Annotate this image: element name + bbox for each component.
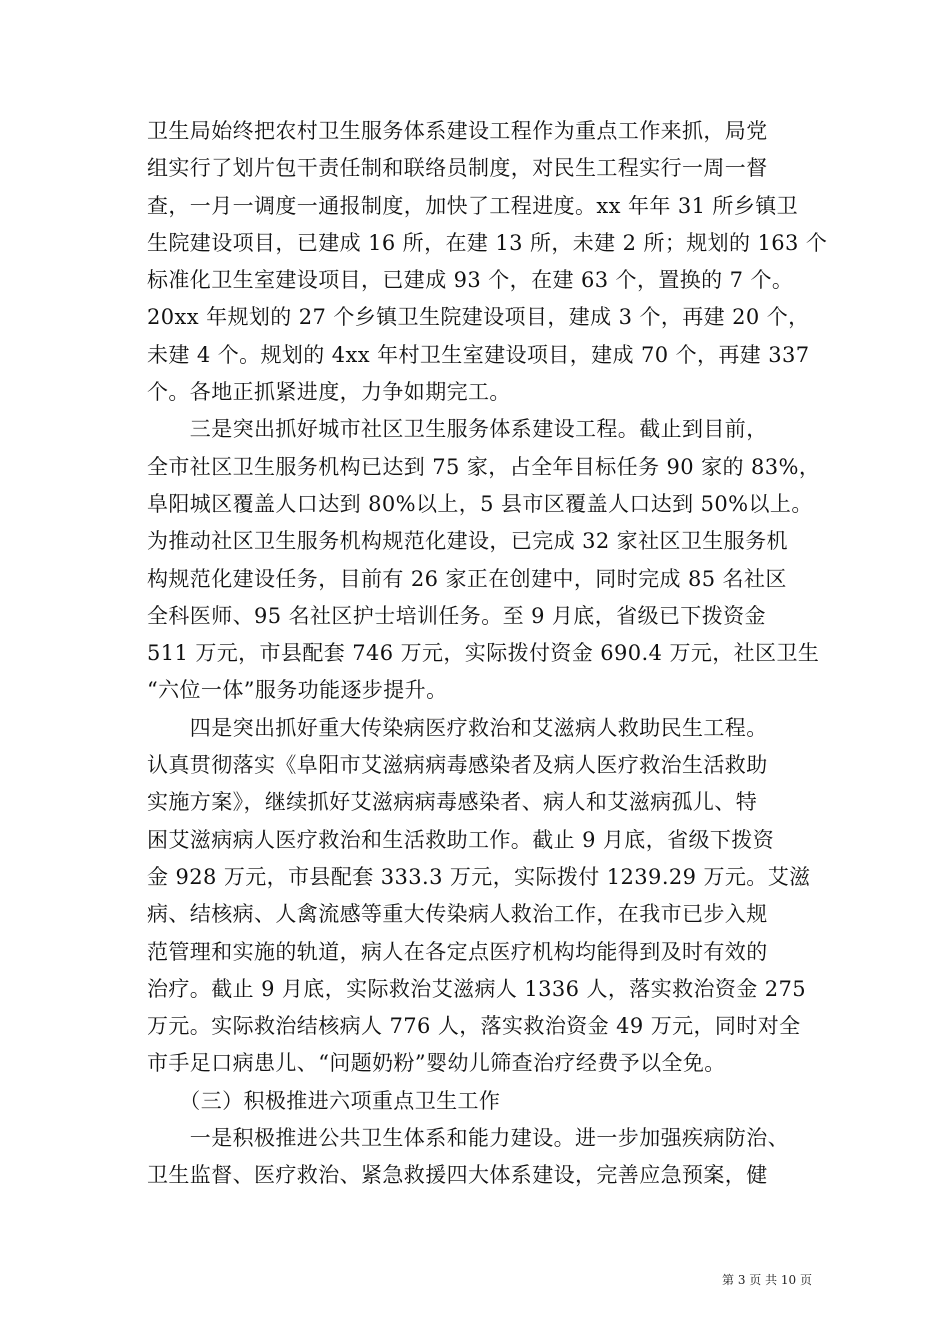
- text-line: 511 万元，市县配套 746 万元，实际拨付资金 690.4 万元，社区卫生: [147, 641, 820, 666]
- text-line: 全市社区卫生服务机构已达到 75 家，占全年目标任务 90 家的 83%，: [147, 454, 821, 479]
- text-line: 一是积极推进公共卫生体系和能力建设。进一步加强疾病防治、: [147, 1126, 789, 1151]
- page-footer: 第 3 页 共 10 页: [722, 1273, 812, 1287]
- text-line: 组实行了划片包干责任制和联络员制度，对民生工程实行一周一督: [147, 156, 768, 181]
- text-line: 卫生局始终把农村卫生服务体系建设工程作为重点工作来抓，局党: [147, 119, 768, 143]
- text-line: 实施方案》，继续抓好艾滋病病毒感染者、病人和艾滋病孤儿、特: [147, 790, 758, 815]
- text-line: 三是突出抓好城市社区卫生服务体系建设工程。截止到目前，: [147, 417, 768, 442]
- text-line: 查，一月一调度一通报制度，加快了工程进度。xx 年年 31 所乡镇卫: [147, 193, 799, 218]
- text-line: 万元。实际救治结核病人 776 人，落实救治资金 49 万元，同时对全: [147, 1014, 801, 1039]
- text-line: 为推动社区卫生服务机构规范化建设，已完成 32 家社区卫生服务机: [147, 529, 788, 554]
- text-line: 未建 4 个。规划的 4xx 年村卫生室建设项目，建成 70 个，再建 337: [147, 342, 810, 367]
- text-line: 构规范化建设任务，目前有 26 家正在创建中，同时完成 85 名社区: [147, 566, 787, 591]
- text-line: 全科医师、95 名社区护士培训任务。至 9 月底，省级已下拨资金: [147, 603, 766, 628]
- text-line: 认真贯彻落实《阜阳市艾滋病病毒感染者及病人医疗救治生活救助: [147, 753, 768, 778]
- text-line: 困艾滋病病人医疗救治和生活救助工作。截止 9 月底，省级下拨资: [147, 827, 775, 852]
- text-line: 范管理和实施的轨道，病人在各定点医疗机构均能得到及时有效的: [147, 939, 768, 964]
- text-line: 20xx 年规划的 27 个乡镇卫生院建设项目，建成 3 个，再建 20 个，: [147, 305, 810, 330]
- text-line: 金 928 万元，市县配套 333.3 万元，实际拨付 1239.29 万元。艾滋: [147, 864, 811, 889]
- body-text: [147, 113, 828, 1195]
- text-line: 四是突出抓好重大传染病医疗救治和艾滋病人救助民生工程。: [147, 715, 768, 740]
- text-line: “六位一体”服务功能逐步提升。: [147, 678, 448, 703]
- text-line: 生院建设项目，已建成 16 所，在建 13 所，未建 2 所；规划的 163 个: [147, 230, 828, 255]
- text-line: 市手足口病患儿、“问题奶粉”婴幼儿筛查治疗经费予以全免。: [147, 1051, 726, 1076]
- text-line: 卫生监督、医疗救治、紧急救援四大体系建设，完善应急预案，健: [147, 1163, 768, 1188]
- text-line: （三）积极推进六项重点卫生工作: [147, 1088, 501, 1113]
- text-line: 病、结核病、人禽流感等重大传染病人救治工作，在我市已步入规: [147, 902, 768, 927]
- text-line: 个。各地正抓紧进度，力争如期完工。: [147, 380, 511, 405]
- text-line: 阜阳城区覆盖人口达到 80%以上，5 县市区覆盖人口达到 50%以上。: [147, 491, 813, 516]
- text-line: 标准化卫生室建设项目，已建成 93 个，在建 63 个，置换的 7 个。: [147, 268, 794, 293]
- text-line: 治疗。截止 9 月底，实际救治艾滋病人 1336 人，落实救治资金 275: [147, 976, 807, 1001]
